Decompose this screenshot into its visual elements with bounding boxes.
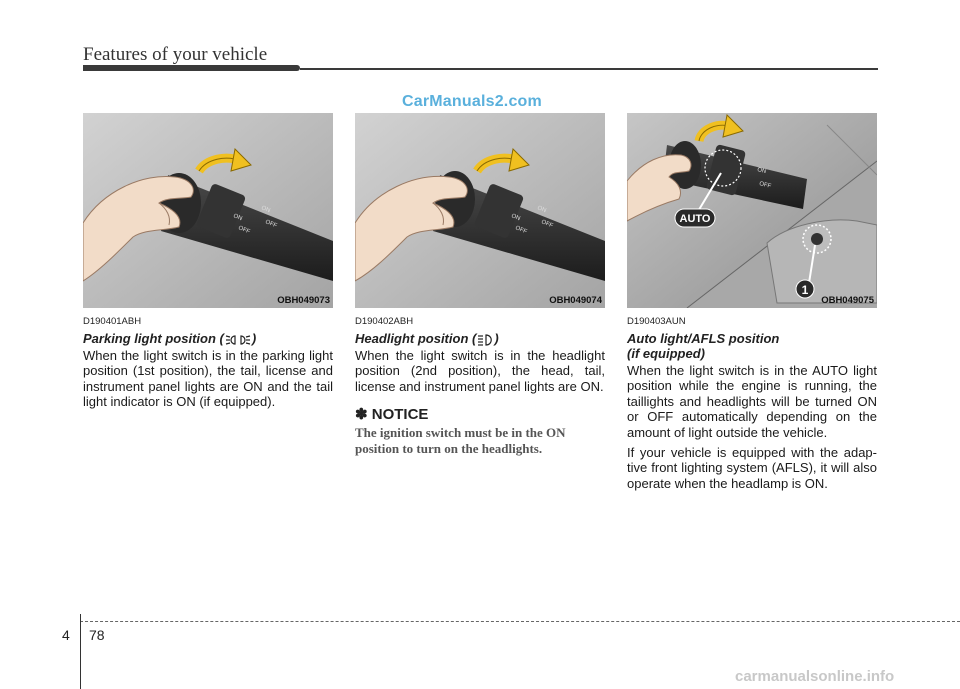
section-title: Parking light position ( ) (83, 331, 257, 346)
section-title: Auto light/AFLS position (if equipped) (627, 331, 780, 361)
svg-text:ON: ON (232, 213, 243, 223)
figure-code: OBH049073 (277, 295, 330, 306)
page-number: 78 (89, 627, 105, 643)
notice-text: The ignition switch must be in the ON position to turn on the headlights. (355, 425, 566, 456)
figure-headlight-illustration (355, 113, 605, 308)
svg-text:OFF: OFF (264, 219, 278, 230)
section-parking-light (83, 316, 333, 415)
figure-code: OBH049075 (821, 295, 874, 306)
svg-text:OFF: OFF (514, 225, 528, 236)
doc-code: D190403AUN (627, 316, 686, 327)
figure-auto-light (627, 113, 877, 308)
footer-rule (80, 621, 960, 622)
svg-text:OFF: OFF (758, 181, 772, 190)
callout-number: 1 (801, 283, 809, 297)
header-bar (83, 65, 300, 71)
headlight-icon (477, 334, 493, 346)
section-header-title: Features of your vehicle (83, 44, 268, 65)
section-headlight (355, 316, 605, 456)
parking-light-icon (225, 334, 251, 346)
header-rule (300, 68, 878, 70)
svg-text:ON: ON (756, 167, 767, 176)
section-auto-light (627, 316, 877, 496)
chapter-number: 4 (62, 627, 70, 643)
figure-parking-light (83, 113, 333, 308)
figure-parking-light-illustration (83, 113, 333, 308)
section-body: When the light switch is in the headlight position (2nd position), the head, tail, license and instrument panel lights are ON. (355, 348, 605, 394)
svg-text:OFF: OFF (237, 225, 251, 236)
footer-divider (80, 614, 81, 689)
figure-auto-light-illustration (627, 113, 877, 308)
figure-headlight (355, 113, 605, 308)
svg-text:ON: ON (510, 213, 521, 223)
section-title: Headlight position ( ) (355, 331, 499, 346)
doc-code: D190402ABH (355, 316, 414, 327)
notice-heading: ✽ NOTICE (355, 406, 429, 424)
svg-text:OFF: OFF (540, 219, 554, 230)
watermark-top: CarManuals2.com (402, 93, 542, 110)
auto-label: AUTO (679, 213, 711, 225)
doc-code: D190401ABH (83, 316, 142, 327)
svg-text:ON: ON (260, 205, 271, 215)
section-body: When the light switch is in the parking light position (1st position), the tail, license and instrument panel lights are ON and the tail light indicator is ON (if equipped). (83, 348, 333, 410)
section-body: When the light switch is in the AUTO light position while the engine is running, the taillights and headlights will be turned ON or OFF automatically depending on the amount of light outside the vehicle. (627, 363, 877, 440)
figure-code: OBH049074 (549, 295, 602, 306)
svg-text:ON: ON (536, 205, 547, 215)
section-body: If your vehicle is equipped with the adap-tive front lighting system (AFLS), it will also operate when the headlamp is ON. (627, 445, 877, 491)
watermark-bottom: carmanualsonline.info (735, 668, 895, 685)
